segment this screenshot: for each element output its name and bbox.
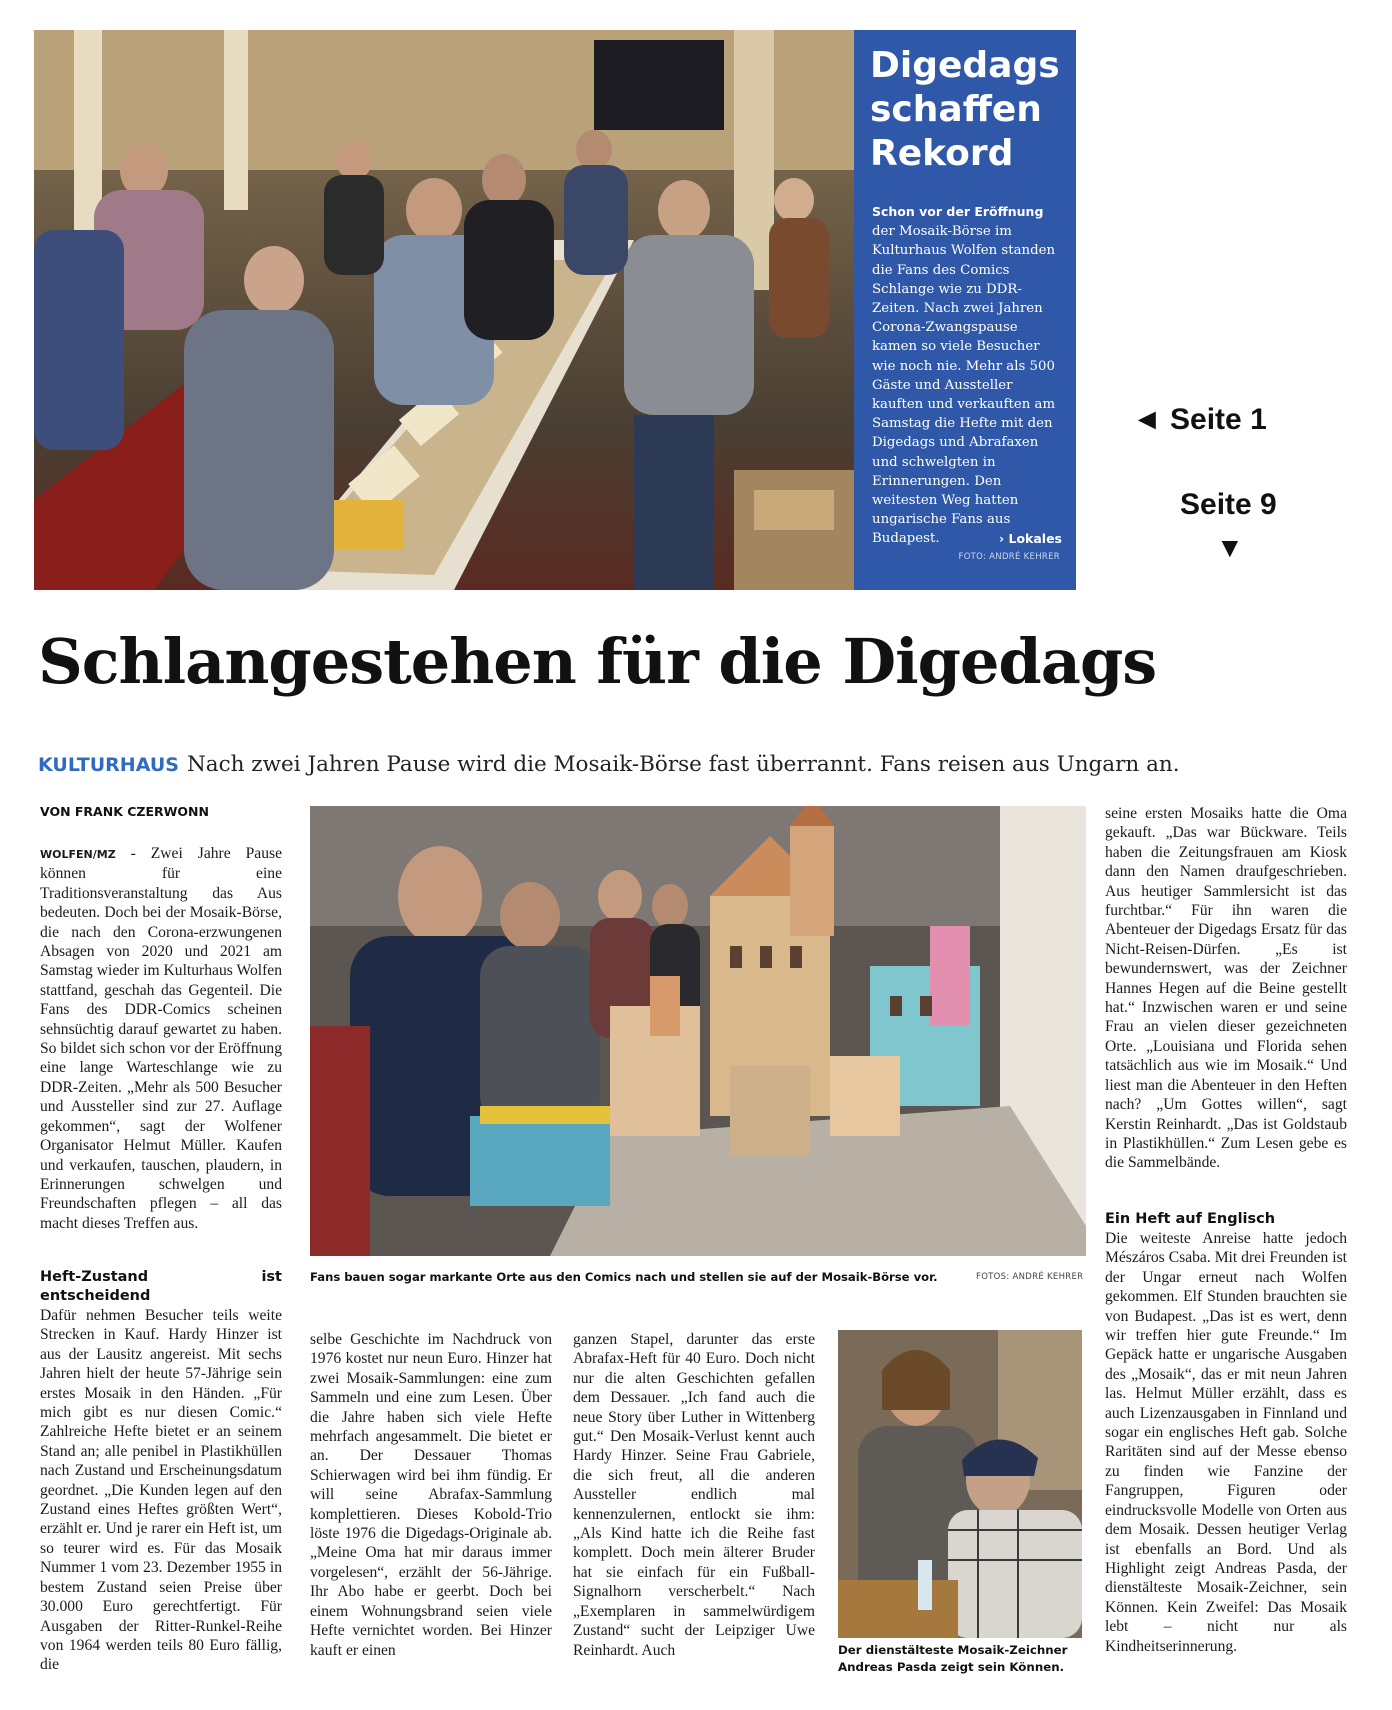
column-1-continued (40, 1268, 282, 1675)
column-3 (573, 1330, 815, 1660)
article-headline: Schlangestehen für die Digedags (38, 625, 1157, 698)
article-page-9 (32, 622, 1392, 1710)
column-2 (310, 1330, 552, 1660)
column-1-intro (40, 844, 282, 1233)
castle-model-photo (310, 806, 1086, 1256)
byline: VON FRANK CZERWONN (40, 804, 209, 819)
teaser-headline: Digedags schaffen Rekord (870, 45, 1060, 174)
column-1-text: Dafür nehmen Besucher teils weite Strecken in Kauf. Hardy Hinzer ist aus der Lausitz angereist. Mit sechs Jahren hielt der heute 57-Jährige sein erstes Mosaik in den Händen. „Für mich gibt es nur diesen Comic.“ Zahlreiche Hefte bietet er an seinem Stand an; alle penibel in Plastikhüllen nach Zustand und Erscheinungsdatum geordnet. „Die Kunden legen auf den Zustand eines Heftes größten Wert“, erzählt er. Und je rarer ein Heft ist, um so teurer wird es. Für das Mosaik Nummer 1 vom 23. Dezember 1955 in bestem Zustand seien Preise über 30.000 Euro gerechtfertigt. Für Ausgaben der Ritter-Runkel-Reihe von 1964 werden teils 80 Euro fällig, die (40, 1307, 282, 1674)
intro-text: - Zwei Jahre Pause können für eine Traditionsveranstaltung das Aus bedeuten. Doch bei der Mosaik-Börse, die nach den Corona-erzwungenen Absagen von 2020 und 2021 am Samstag wieder im Kulturhaus Wolfen stattfand, geschah das Gegenteil. Die Fans des DDR-Comics scheinen sehnsüchtig darauf gewartet zu haben. So bildet sich schon vor der Eröffnung eine lange Warteschlange wie zu DDR-Zeiten. „Mehr als 500 Besucher und Aussteller sind zur 27. Auflage gekommen“, sagt der Wolfener Organisator Helmut Müller. Kaufen und verkaufen, tauschen, plaudern, in Erinnerungen schwelgen und Freundschaften pflegen – all das macht dieses Treffen aus. (40, 845, 282, 1232)
teaser-lead (872, 202, 1062, 549)
illustrator-photo-drawing (838, 1330, 1082, 1638)
teaser-box (854, 30, 1076, 590)
column-2-text: selbe Geschichte im Nachdruck von 1976 kostet nur neun Euro. Hinzer hat zwei Mosaik-Sammlungen: eine zum Sammeln und eine zum Lesen. Über die Jahre haben sich viele Hefte mehrfach angesammelt. Die bietet er an. Der Dessauer Thomas Schierwagen wird bei ihm fündig. Er will seine Abrafax-Sammlung komplettieren. Dieses Kobold-Trio löste 1976 die Digedags-Originale ab. „Meine Oma hat mir daraus immer vorgelesen“, erzählt der 56-Jährige. Ihr Abo habe er geerbt. Doch bei einem Wohnungsbrand seien viele Hefte vernichtet worden. Bei Hinzer kauft er einen (310, 1331, 552, 1659)
article-photo-credit: FOTOS: ANDRÉ KEHRER (976, 1272, 1084, 1282)
castle-photo-caption: Fans bauen sogar markante Orte aus den Comics nach und stellen sie auf der Mosaik-Börse vor. (310, 1270, 938, 1284)
subhead-heft-englisch: Ein Heft auf Englisch (1105, 1211, 1276, 1227)
subhead-heft-zustand: Heft-Zustand ist entscheidend (40, 1269, 282, 1304)
illustrator-photo (838, 1330, 1082, 1638)
column-4-continued (1105, 1210, 1347, 1656)
illustrator-photo-caption: Der dienstälteste Mosaik-Zeichner Andreas Pasda zeigt sein Können. (838, 1643, 1068, 1674)
down-arrow-icon: ▼ (1216, 532, 1244, 563)
dateline: WOLFEN/MZ (40, 848, 116, 861)
subline-text: Nach zwei Jahren Pause wird die Mosaik-Börse fast überrannt. Fans reisen aus Ungarn an. (186, 752, 1180, 777)
article-subline (38, 750, 1378, 780)
lokales-reference: › Lokales (998, 531, 1062, 547)
seite-9-label: Seite 9 (1180, 488, 1277, 521)
section-kicker: KULTURHAUS (38, 754, 179, 776)
seite-1-label: ◄ Seite 1 (1132, 403, 1267, 436)
comic-fair-crowd-photo (34, 30, 854, 590)
teaser-lead-text: der Mosaik-Börse im Kulturhaus Wolfen standen die Fans des Comics Schlange wie zu DDR-Zeiten. Nach zwei Jahren Corona-Zwangspause kamen so viele Besucher wie noch nie. Mehr als 500 Gäste und Aussteller kauften und verkauften am Samstag die Hefte mit den Digedags und Abrafaxen und schwelgten in Erinnerungen. Den weitesten Weg hatten ungarische Fans aus Budapest. (872, 224, 1056, 547)
column-4 (1105, 804, 1347, 1173)
column-4-text: seine ersten Mosaiks hatte die Oma gekauft. „Das war Bückware. Teils haben die Zeitungsfrauen am Kiosk dann den Namen draufgeschrieben. Aus heutiger Sammlersicht ist das furchtbar.“ Für ihn waren die Abenteuer der Digedags Ersatz für das Nicht-Reisen-Dürfen. „Es ist bewundernswert, was der Zeichner Hannes Hegen auf die Beine gestellt hat.“ Inzwischen waren er und seine Frau an vielen dieser gezeichneten Orte. „Louisiana und Florida sehen tatsächlich aus wie im Mosaik.“ Und liest man die Abenteuer in den Heften nach? „Um Gottes willen“, sagt Kerstin Reinhardt. „Das ist Goldstaub in Plastikhüllen.“ Zum Lesen gebe es die Sammelbände. (1105, 805, 1347, 1172)
teaser-lead-bold: Schon vor der Eröffnung (872, 204, 1044, 219)
column-3-text: ganzen Stapel, darunter das erste Abrafax-Heft für 40 Euro. Doch nicht nur die alten Geschichten gefallen dem Dessauer. „Ich fand auch die neue Story über Luther in Wittenberg gut.“ Den Mosaik-Verlust kennt auch Hardy Hinzer. Seine Frau Gabriele, die sich freut, all die anderen Aussteller endlich mal kennenzulernen, entlockt sie ihm: „Als Kind hatte ich die Reihe fast komplett. Doch mein älterer Bruder hat sie einfach für ein Fußball-Signalhorn verscherbelt.“ Nach „Exemplaren in sammelwürdigem Zustand“ sucht der Leipziger Uwe Reinhardt. Auch (573, 1331, 815, 1659)
castle-photo-drawing (310, 806, 1086, 1256)
column-4b-text: Die weiteste Anreise hatte jedoch Mészáros Csaba. Mit drei Freunden ist der Ungar erneut nach Wolfen gekommen. Elf Stunden brauchten sie von Budapest. „Das ist es wert, denn wir treffen hier gute Freunde.“ Im Gepäck hatte er ungarische Ausgaben des „Mosaik“, das er mit neun Jahren las. Helmut Müller erzählt, dass es auch Lizenzausgaben in Finnland und sogar ein englisches Heft gab. Solche Raritäten sind auf der Messe ebenso zu finden wie Fanzine der Fangruppen, Figuren oder eindrucksvolle Modelle von Orten aus dem Mosaik. Dessen heutiger Verlag ist ebenfalls an Bord. Und als Highlight zeigt Andreas Pasda, der dienstälteste Mosaik-Zeichner, sein Können. Kein Zweifel: Das Mosaik lebt – nicht nur als Kindheitserinnerung. (1105, 1230, 1347, 1655)
teaser-photo-credit: FOTO: ANDRÉ KEHRER (958, 552, 1060, 562)
crowd-photo-drawing (34, 30, 854, 590)
